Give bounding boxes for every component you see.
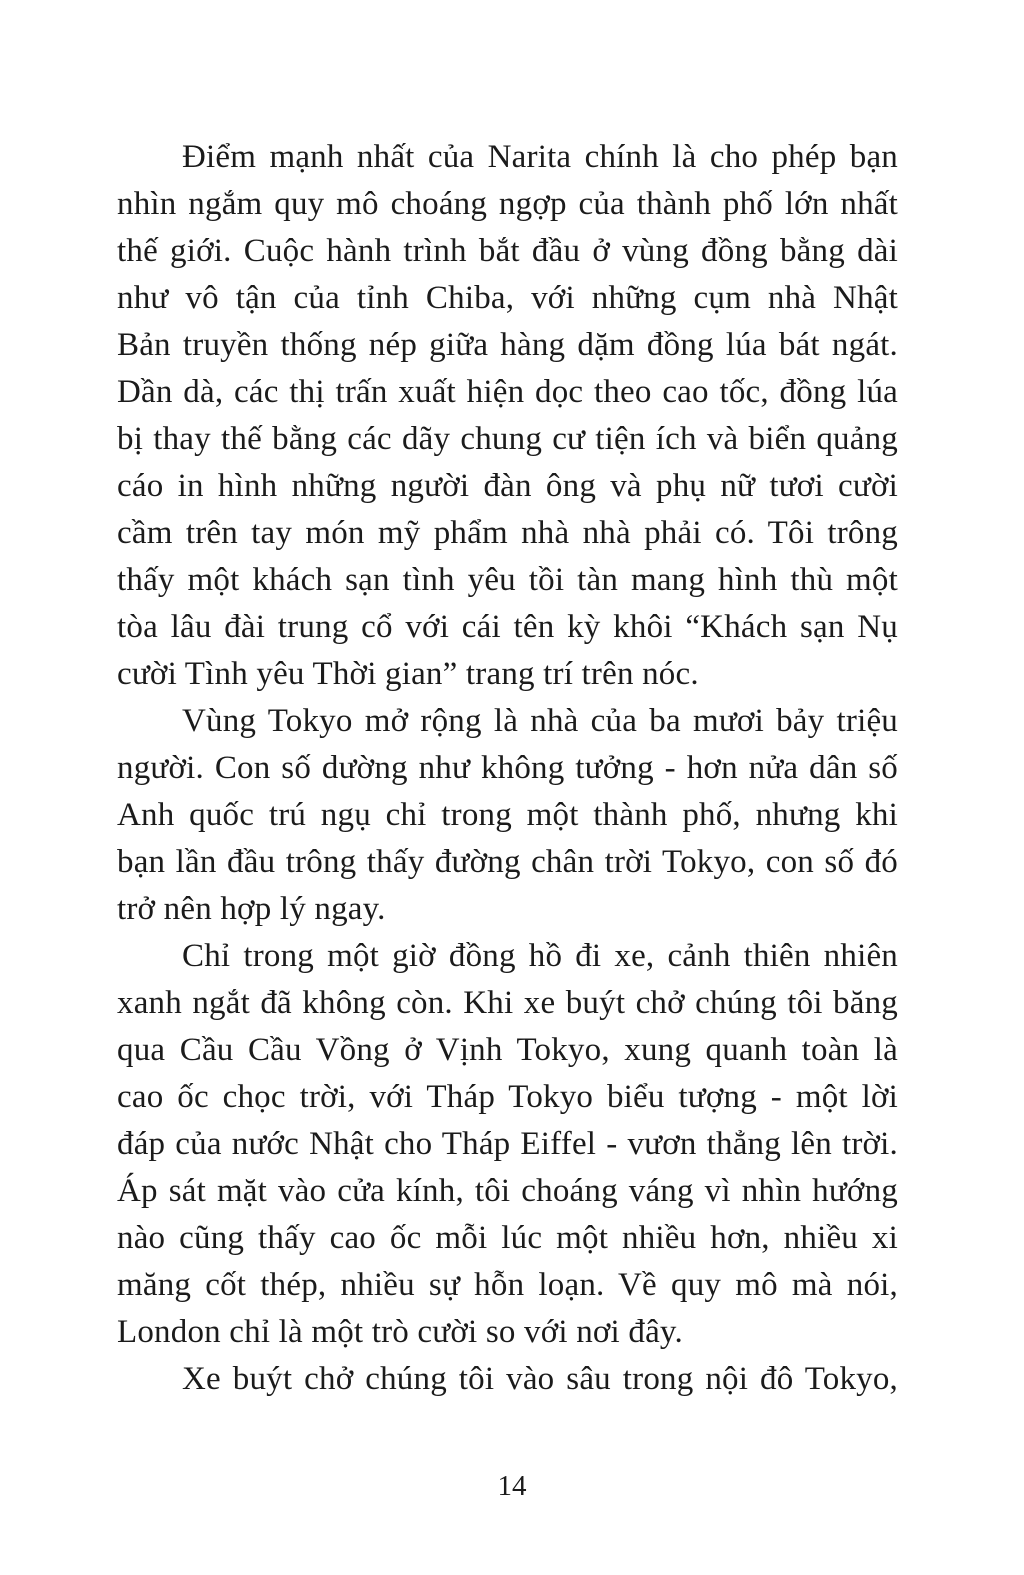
text-line: London chỉ là một trò cười so với nơi đây. <box>117 1314 683 1350</box>
text-line: Bản truyền thống nép giữa hàng dặm đồng lúa bát ngát. <box>117 327 898 363</box>
paragraph <box>117 1356 898 1403</box>
text-line: Chỉ trong một giờ đồng hồ đi xe, cảnh thiên nhiên <box>182 938 898 974</box>
text-line: qua Cầu Cầu Vồng ở Vịnh Tokyo, xung quanh toàn là <box>117 1032 898 1068</box>
text-line: thấy một khách sạn tình yêu tồi tàn mang hình thù một <box>117 562 898 598</box>
text-line: Dần dà, các thị trấn xuất hiện dọc theo cao tốc, đồng lúa <box>117 374 898 410</box>
text-line: người. Con số dường như không tưởng - hơn nửa dân số <box>117 750 898 786</box>
paragraph <box>117 698 898 933</box>
page-number: 14 <box>497 1470 527 1502</box>
text-line: Xe buýt chở chúng tôi vào sâu trong nội đô Tokyo, <box>182 1361 898 1397</box>
text-line: thế giới. Cuộc hành trình bắt đầu ở vùng đồng bằng dài <box>117 233 898 269</box>
text-line: nhìn ngắm quy mô choáng ngợp của thành phố lớn nhất <box>117 186 898 222</box>
text-line: cao ốc chọc trời, với Tháp Tokyo biểu tượng - một lời <box>117 1079 898 1115</box>
text-line: tòa lâu đài trung cổ với cái tên kỳ khôi “Khách sạn Nụ <box>117 609 898 645</box>
text-line: như vô tận của tỉnh Chiba, với những cụm nhà Nhật <box>117 280 898 316</box>
text-line: Vùng Tokyo mở rộng là nhà của ba mươi bảy triệu <box>182 703 898 739</box>
text-line: Áp sát mặt vào cửa kính, tôi choáng váng vì nhìn hướng <box>117 1173 898 1209</box>
text-line: măng cốt thép, nhiều sự hỗn loạn. Về quy mô mà nói, <box>117 1267 898 1303</box>
text-line: bạn lần đầu trông thấy đường chân trời Tokyo, con số đó <box>117 844 898 880</box>
text-line: cáo in hình những người đàn ông và phụ nữ tươi cười <box>117 468 898 504</box>
page-text <box>117 134 898 1403</box>
text-line: trở nên hợp lý ngay. <box>117 891 386 927</box>
text-line: bị thay thế bằng các dãy chung cư tiện ích và biển quảng <box>117 421 898 457</box>
text-line: cười Tình yêu Thời gian” trang trí trên nóc. <box>117 656 699 692</box>
text-line: cầm trên tay món mỹ phẩm nhà nhà phải có. Tôi trông <box>117 515 898 551</box>
text-line: xanh ngắt đã không còn. Khi xe buýt chở chúng tôi băng <box>117 985 898 1021</box>
text-line: Anh quốc trú ngụ chỉ trong một thành phố, nhưng khi <box>117 797 898 833</box>
text-line: đáp của nước Nhật cho Tháp Eiffel - vươn thẳng lên trời. <box>117 1126 898 1162</box>
paragraph <box>117 134 898 698</box>
paragraph <box>117 933 898 1356</box>
text-line: nào cũng thấy cao ốc mỗi lúc một nhiều hơn, nhiều xi <box>117 1220 898 1256</box>
text-line: Điểm mạnh nhất của Narita chính là cho phép bạn <box>182 139 898 175</box>
